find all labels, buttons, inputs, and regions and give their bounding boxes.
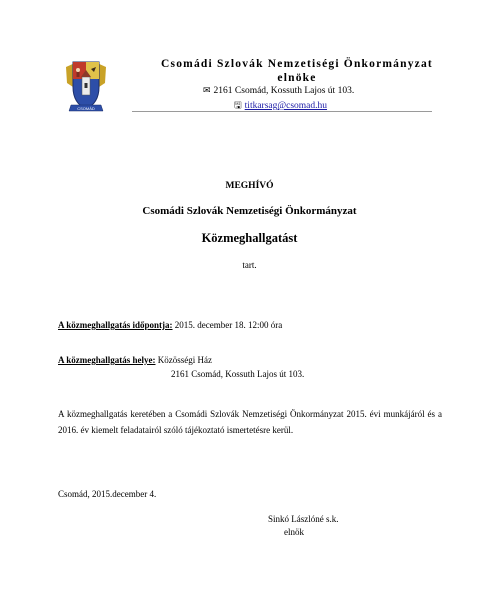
organization-role: elnöke [277,72,317,84]
coat-of-arms-logo [63,57,109,115]
computer-icon: 🖫 [234,100,242,110]
address-line [203,85,354,96]
place-name: Közösségi Ház [157,355,212,365]
description-paragraph: A közmeghallgatás keretében a Csomádi Szlovák Nemzetiségi Önkormányzat 2015. évi munkájáról és a 2016. év kiemelt feladatairól szóló tájékoztató ismertetésre kerül. [58,409,442,435]
email-link[interactable]: titkarsag@csomad.hu [244,101,328,111]
time-row [58,320,282,330]
place-address: 2161 Csomád, Kossuth Lajos út 103. [171,369,305,379]
envelope-icon: ✉ [203,85,211,95]
event-title: Közmeghallgatást [201,231,298,245]
address-text: 2161 Csomád, Kossuth Lajos út 103. [213,86,355,96]
place-label: A közmeghallgatás helye: [58,355,156,365]
crest-ribbon-text: CSOMÁD [77,106,95,111]
place-row [58,355,212,365]
signer-name: Sinkó Lászlóné s.k. [268,514,339,524]
date-place: Csomád, 2015.december 4. [58,489,157,499]
event-verb: tart. [242,260,257,270]
signer-title: elnök [284,527,304,537]
organizer-name: Csomádi Szlovák Nemzetiségi Önkormányzat [142,205,357,217]
header-divider [132,111,432,112]
document-heading: MEGHÍVÓ [225,181,274,191]
time-value: 2015. december 18. 12:00 óra [174,320,283,330]
time-label: A közmeghallgatás időpontja: [58,320,173,330]
organization-name: Csomádi Szlovák Nemzetiségi Önkormányzat [161,58,433,70]
